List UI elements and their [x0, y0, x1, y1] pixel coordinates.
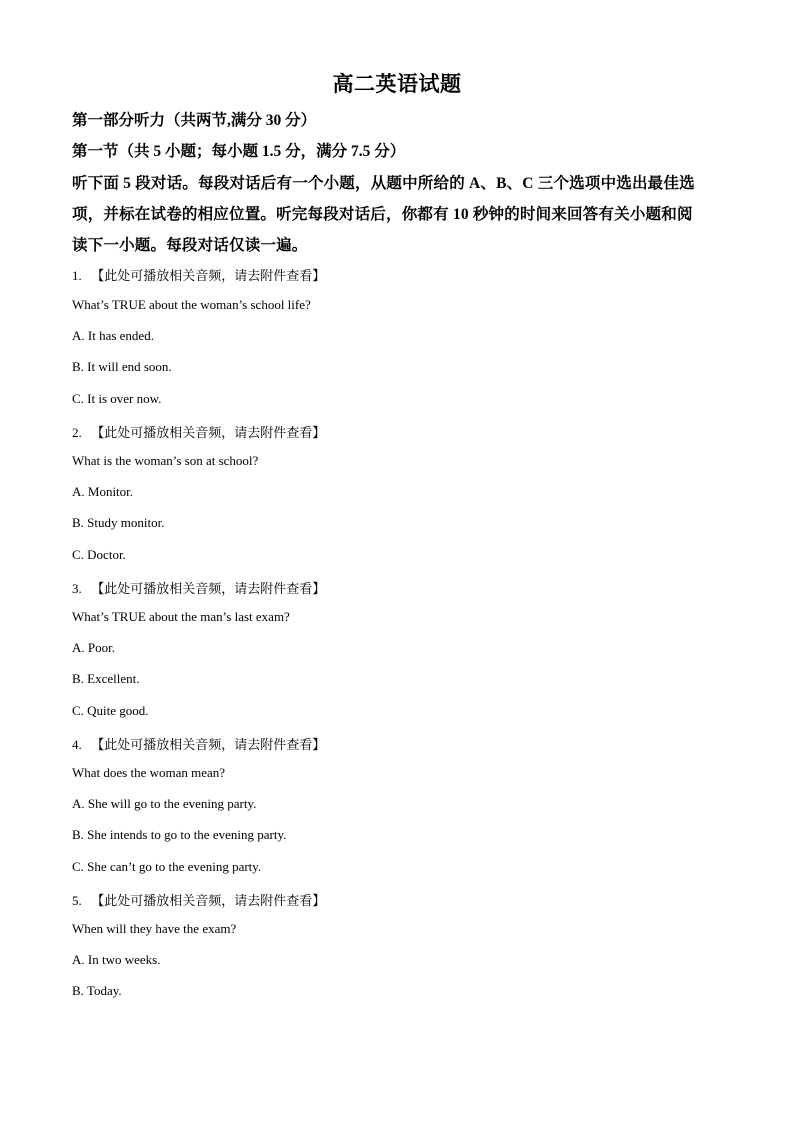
section-heading: 第一节（共 5 小题；每小题 1.5 分，满分 7.5 分） — [72, 143, 406, 160]
answer-option: B. Study monitor. — [72, 515, 165, 530]
part-heading: 第一部分听力（共两节,满分 30 分） — [72, 112, 317, 129]
question-number: 5. — [72, 893, 82, 908]
question-header — [72, 422, 325, 441]
answer-option: B. Excellent. — [72, 671, 140, 686]
audio-clip-link[interactable]: 【此处可播放相关音频，请去附件查看】 — [91, 893, 326, 908]
question-header — [72, 265, 325, 284]
instructions-line: 项，并标在试卷的相应位置。听完每段对话后，你都有 10 秒钟的时间来回答有关小题和阅 — [72, 206, 693, 223]
answer-option: C. She can’t go to the evening party. — [72, 859, 262, 874]
question-header — [72, 578, 325, 597]
question-number: 2. — [72, 425, 82, 440]
answer-option: B. She intends to go to the evening party. — [72, 827, 287, 842]
answer-option: B. It will end soon. — [72, 359, 172, 374]
answer-option: A. In two weeks. — [72, 952, 161, 967]
question-header — [72, 734, 325, 753]
answer-option: A. Poor. — [72, 640, 115, 655]
answer-option: A. Monitor. — [72, 484, 134, 499]
question-number: 4. — [72, 737, 82, 752]
question-number: 1. — [72, 268, 82, 283]
instructions-line: 读下一小题。每段对话仅读一遍。 — [72, 237, 308, 254]
question-number: 3. — [72, 581, 82, 596]
instructions-line: 听下面 5 段对话。每段对话后有一个小题，从题中所给的 A、B、C 三个选项中选出最佳选 — [72, 175, 695, 192]
answer-option: C. Doctor. — [72, 547, 126, 562]
question-stem: What’s TRUE about the man’s last exam? — [72, 609, 290, 624]
audio-clip-link[interactable]: 【此处可播放相关音频，请去附件查看】 — [91, 268, 326, 283]
question-stem: What does the woman mean? — [72, 765, 226, 780]
question-stem: What is the woman’s son at school? — [72, 453, 259, 468]
answer-option: A. She will go to the evening party. — [72, 796, 257, 811]
audio-clip-link[interactable]: 【此处可播放相关音频，请去附件查看】 — [91, 581, 326, 596]
answer-option: C. It is over now. — [72, 391, 162, 406]
answer-option: C. Quite good. — [72, 703, 149, 718]
question-stem: What’s TRUE about the woman’s school life? — [72, 297, 311, 312]
answer-option: A. It has ended. — [72, 328, 154, 343]
answer-option: B. Today. — [72, 983, 122, 998]
question-stem: When will they have the exam? — [72, 921, 237, 936]
question-header — [72, 890, 325, 909]
audio-clip-link[interactable]: 【此处可播放相关音频，请去附件查看】 — [91, 425, 326, 440]
page-title: 高二英语试题 — [332, 72, 462, 96]
audio-clip-link[interactable]: 【此处可播放相关音频，请去附件查看】 — [91, 737, 326, 752]
